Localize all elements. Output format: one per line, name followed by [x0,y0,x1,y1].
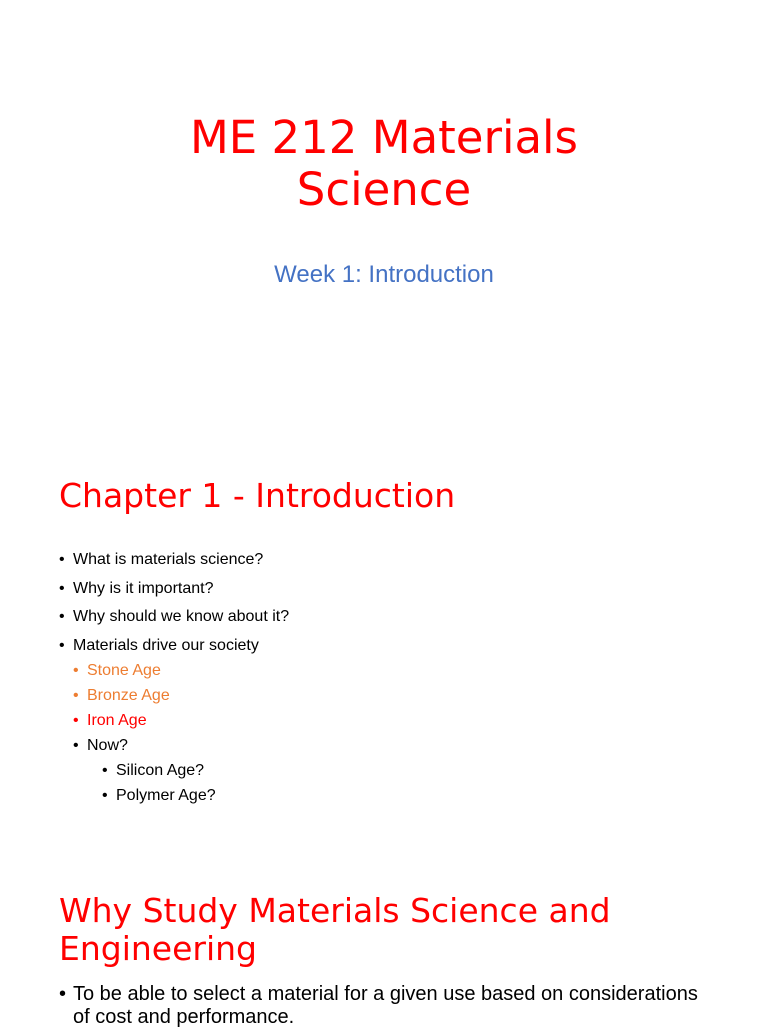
title-slide [0,0,768,430]
sub-bullet-iron-age: • Iron Age [73,709,289,733]
slide-subtitle: Week 1: Introduction [274,261,494,288]
why-study-heading-line-2: Engineering [59,929,257,968]
sub-bullet-stone-age: • Stone Age [73,659,289,683]
slide-title [0,112,768,216]
why-study-heading [59,892,611,968]
sub-bullet-now: • Now? [73,734,289,758]
chapter-bullet-list [59,548,289,809]
why-study-bullet-list [59,983,719,1034]
bullet-why-know: • Why should we know about it? [59,605,289,629]
chapter-heading: Chapter 1 - Introduction [59,476,456,515]
why-study-slide [0,860,768,1028]
slide-title-line-1: ME 212 Materials [189,111,578,164]
bullet-select-material: • To be able to select a material for a given use based on considerations of cost and performance. [59,983,719,1029]
bullet-materials-drive: • Materials drive our society [59,634,289,658]
sub-sub-bullet-polymer-age: • Polymer Age? [102,784,289,808]
bullet-why-important: • Why is it important? [59,577,289,601]
sub-sub-bullet-silicon-age: • Silicon Age? [102,759,289,783]
slide-title-line-2: Science [296,163,472,216]
sub-bullet-bronze-age: • Bronze Age [73,684,289,708]
chapter-1-slide [0,430,768,860]
why-study-heading-line-1: Why Study Materials Science and [59,891,611,930]
bullet-what-is: • What is materials science? [59,548,289,572]
